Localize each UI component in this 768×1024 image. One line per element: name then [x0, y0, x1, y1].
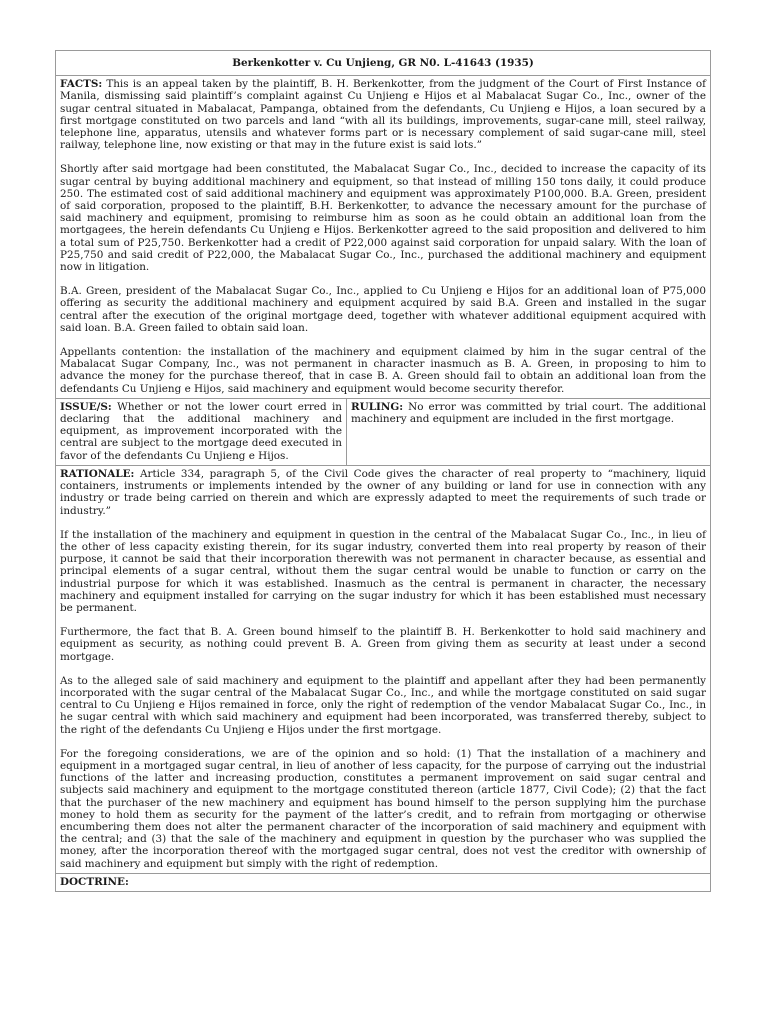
case-digest-table: [55, 50, 711, 892]
ruling-cell: [347, 398, 711, 465]
rationale-label: RATIONALE:: [60, 467, 135, 480]
facts-cell: [56, 76, 711, 399]
issue-ruling-row: [56, 398, 711, 465]
rationale-paragraph: As to the alleged sale of said machinery and equipment to the plaintiff and appellant after they had been permanently incorporated with the sugar central of the Mabalacat Sugar Co., Inc., and while the mortgage constituted on said sugar central to Cu Unjieng e Hijos remained in force, only the right of redemption of the vendor Mabalacat Sugar Co., Inc., in he sugar central with which said machinery and equipment had been incorporated, was transferred thereby, subject to the right of the defendants Cu Unjieng e Hijos under the first mortgage.: [60, 674, 707, 736]
issues-label: ISSUE/S:: [60, 400, 112, 413]
facts-paragraph: FACTS: This is an appeal taken by the plaintiff, B. H. Berkenkotter, from the judgment of the Court of First Instance of Manila, dismissing said plaintiff’s complaint against Cu Unjieng e Hijos et al Mabalacat Sugar Co., Inc., owner of the sugar central situated in Mabalacat, Pampanga, obtained from the defendants, Cu Unjieng e Hijos, a loan secured by a first mortgage constituted on two parcels and land “with all its buildings, improvements, sugar-cane mill, steel railway, telephone line, apparatus, utensils and whatever forms part or is necessary complement of said sugar-cane mill, steel railway, telephone line, now existing or that may in the future exist is said lots.”: [60, 78, 707, 152]
issues-text: Whether or not the lower court erred in declaring that the additional machinery and equipment, as improvement incorporated with the central are subject to the mortgage deed executed in favor of the defendants Cu Unjieng e Hijos.: [60, 400, 342, 462]
doctrine-label: DOCTRINE:: [60, 875, 129, 888]
facts-row: [56, 76, 711, 399]
rationale-paragraph: For the foregoing considerations, we are of the opinion and so hold: (1) That the installation of a machinery and equipment in a mortgaged sugar central, in lieu of another of less capacity, for the purpose of carrying out the industrial functions of the latter and increasing production, constitutes a permanent improvement on said sugar central and subjects said machinery and equipment to the mortgage constituted thereon (article 1877, Civil Code); (2) that the fact that the purchaser of the new machinery and equipment has bound himself to the person supplying him the purchase money to hold them as security for the payment of the latter’s credit, and to refrain from mortgaging or otherwise encumbering them does not alter the permanent character of the incorporation of said machinery and equipment with the central; and (3) that the sale of the machinery and equipment in question by the purchaser who was supplied the money, after the incorporation thereof with the mortgaged sugar central, does not vest the creditor with ownership of said machinery and equipment but simply with the right of redemption.: [60, 747, 707, 870]
doctrine-cell: [56, 873, 711, 891]
rationale-paragraph: RATIONALE: Article 334, paragraph 5, of the Civil Code gives the character of real property to “machinery, liquid containers, instruments or implements intended by the owner of any building or land for use in connection with any industry or trade being carried on therein and which are expressly adapted to meet the requirements of such trade or industry.”: [60, 467, 707, 517]
ruling-label: RULING:: [351, 400, 404, 413]
facts-paragraph: Shortly after said mortgage had been constituted, the Mabalacat Sugar Co., Inc., decided to increase the capacity of its sugar central by buying additional machinery and equipment, so that instead of milling 150 tons daily, it could produce 250. The estimated cost of said additional machinery and equipment was approximately P100,000. B.A. Green, president of said corporation, proposed to the plaintiff, B.H. Berkenkotter, to advance the necessary amount for the purchase of said machinery and equipment, promising to reimburse him as soon as he could obtain an additional loan from the mortgagees, the herein defendants Cu Unjieng e Hijos. Berkenkotter agreed to the said proposition and delivered to him a total sum of P25,750. Berkenkotter had a credit of P22,000 against said corporation for unpaid salary. With the loan of P25,750 and said credit of P22,000, the Mabalacat Sugar Co., Inc., purchased the additional machinery and equipment now in litigation.: [60, 163, 707, 274]
doctrine-row: [56, 873, 711, 891]
facts-label: FACTS:: [60, 78, 103, 91]
ruling-text: No error was committed by trial court. The additional machinery and equipment are included in the first mortgage.: [351, 400, 707, 426]
rationale-paragraph: Furthermore, the fact that B. A. Green bound himself to the plaintiff B. H. Berkenkotter to hold said machinery and equipment as security, as nothing could prevent B. A. Green from giving them as security at least under a second mortgage.: [60, 626, 707, 663]
title-row: [56, 51, 711, 76]
facts-paragraph: Appellants contention: the installation of the machinery and equipment claimed by him in the sugar central of the Mabalacat Sugar Company, Inc., was not permanent in character inasmuch as B. A. Green, in proposing to him to advance the money for the purchase thereof, that in case B. A. Green should fail to obtain an additional loan from the defendants Cu Unjieng e Hijos, said machinery and equipment would become security therefor.: [60, 346, 707, 395]
facts-paragraph: B.A. Green, president of the Mabalacat Sugar Co., Inc., applied to Cu Unjieng e Hijos for an additional loan of P75,000 offering as security the additional machinery and equipment acquired by said B.A. Green and installed in the sugar central after the execution of the original mortgage deed, together with whatever additional equipment acquired with said loan. B.A. Green failed to obtain said loan.: [60, 285, 707, 334]
rationale-cell: [56, 465, 711, 873]
rationale-row: [56, 465, 711, 873]
issues-cell: [56, 398, 347, 465]
case-title: Berkenkotter v. Cu Unjieng, GR N0. L-41643 (1935): [56, 51, 711, 76]
rationale-paragraph: If the installation of the machinery and equipment in question in the central of the Mabalacat Sugar Co., Inc., in lieu of the other of less capacity existing therein, for its sugar industry, converted them into real property by reason of their purpose, it cannot be said that their incorporation therewith was not permanent in character because, as essential and principal elements of a sugar central, without them the sugar central would be unable to function or carry on the industrial purpose for which it was established. Inasmuch as the central is permanent in character, the necessary machinery and equipment installed for carrying on the sugar industry for which it has been established must necessary be permanent.: [60, 528, 707, 614]
